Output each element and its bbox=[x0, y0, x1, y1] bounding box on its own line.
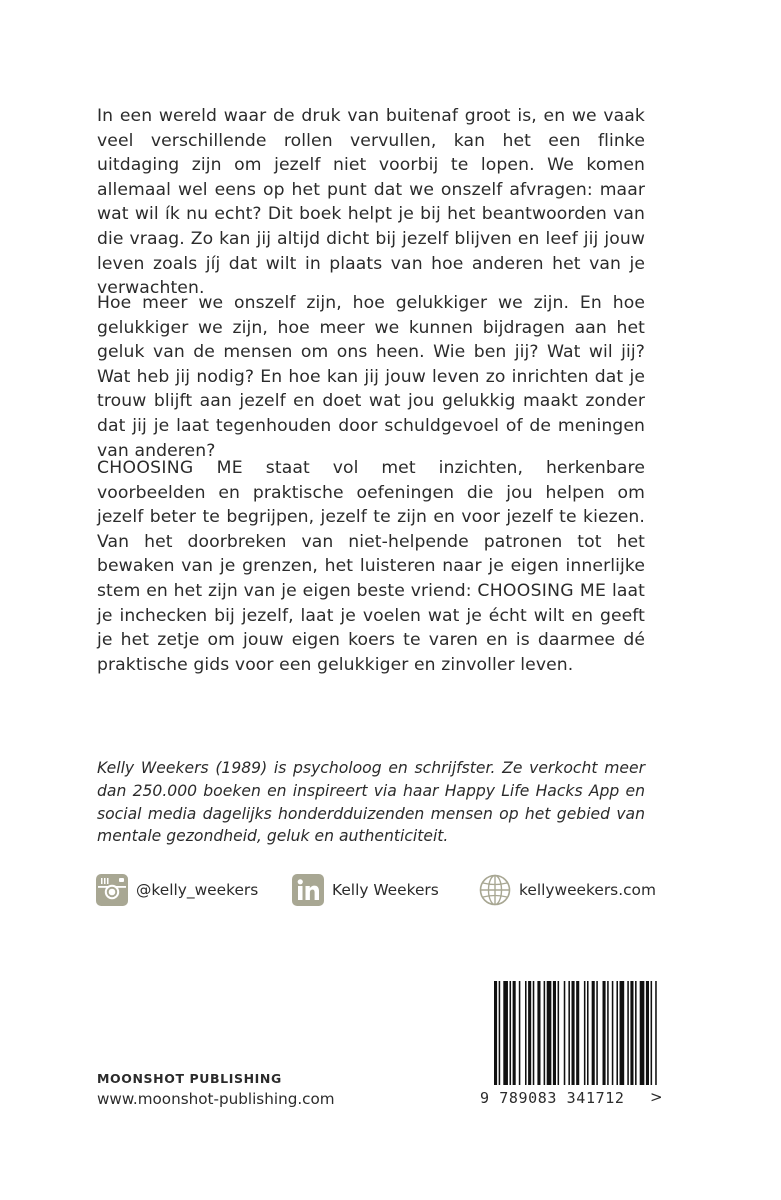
blurb-paragraph-3-text-b: laat je inchecken bij jezelf, laat je voelen wat je écht wilt en geeft je het zetje om jouw eigen koers te varen en is daarmee dé praktische gids voor een gelukkiger en zinvoller leven. bbox=[97, 580, 645, 675]
barcode-bar bbox=[607, 981, 609, 1085]
barcode-bar bbox=[510, 981, 512, 1085]
social-instagram[interactable] bbox=[96, 873, 258, 907]
author-bio: Kelly Weekers (1989) is psycholoog en schrijfster. Ze verkocht meer dan 250.000 boeken en inspireert via haar Happy Life Hacks App en social media dagelijks honderdduizenden mensen op het gebied van mentale gezondheid, geluk en authenticiteit. bbox=[97, 759, 645, 846]
globe-icon bbox=[479, 874, 511, 906]
barcode-bar bbox=[630, 981, 633, 1085]
barcode-bar bbox=[640, 981, 645, 1085]
barcode-bar bbox=[655, 981, 657, 1085]
social-linkedin[interactable] bbox=[292, 873, 439, 907]
barcode-bar bbox=[616, 981, 618, 1085]
barcode-bar bbox=[620, 981, 625, 1085]
instagram-icon bbox=[96, 874, 128, 906]
barcode-bar bbox=[499, 981, 501, 1085]
website-url: kellyweekers.com bbox=[519, 881, 656, 899]
barcode-bar bbox=[635, 981, 637, 1085]
barcode-arrow: > bbox=[650, 1088, 663, 1106]
barcode-bar bbox=[568, 981, 570, 1085]
barcode-bar bbox=[519, 981, 521, 1085]
barcode-bar bbox=[503, 981, 508, 1085]
barcode-bar bbox=[513, 981, 516, 1085]
barcode-bar bbox=[592, 981, 595, 1085]
isbn-digits: 9 789083 341712 bbox=[480, 1089, 650, 1107]
publisher-url[interactable]: www.moonshot-publishing.com bbox=[97, 1090, 335, 1108]
barcode-bar bbox=[528, 981, 531, 1085]
blurb-paragraph-2: Hoe meer we onszelf zijn, hoe gelukkiger we zijn. En hoe gelukkiger we zijn, hoe meer we kunnen bijdragen aan het geluk van de mensen om ons heen. Wie ben jij? Wat wil jij? Wat heb jij nodig? En hoe kan jij jouw leven zo inrichten dat je trouw blijft aan jezelf en doet wat jou gelukkig maakt zonder dat jij je laat tegenhouden door schuldgevoel of de meningen van anderen? bbox=[97, 293, 645, 461]
barcode-bar bbox=[544, 981, 546, 1085]
barcode-bar bbox=[564, 981, 566, 1085]
barcode-bar bbox=[651, 981, 653, 1085]
linkedin-name: Kelly Weekers bbox=[332, 881, 439, 899]
linkedin-icon bbox=[292, 874, 324, 906]
publisher-name: MOONSHOT PUBLISHING bbox=[97, 1071, 282, 1086]
blurb-paragraph-3-text-a: staat vol met inzichten, herkenbare voorbeelden en praktische oefeningen die jou helpen om jezelf beter te begrijpen, jezelf te zijn en voor jezelf te kiezen. Van het doorbreken van niet-helpende patronen tot het bewaken van je grenzen, het luisteren naar je eigen innerlijke stem en het zijn van je eigen beste vriend: bbox=[97, 458, 645, 601]
barcode-bar bbox=[576, 981, 579, 1085]
barcode-bar bbox=[612, 981, 614, 1085]
barcode-bar bbox=[603, 981, 606, 1085]
barcode-bar bbox=[587, 981, 589, 1085]
barcode-bar bbox=[646, 981, 649, 1085]
blurb-paragraph-3 bbox=[97, 456, 645, 677]
barcode-bar bbox=[553, 981, 556, 1085]
barcode-bar bbox=[627, 981, 629, 1085]
book-title-mention-2: CHOOSING ME bbox=[477, 580, 607, 601]
barcode-bar bbox=[572, 981, 575, 1085]
barcode-bar bbox=[537, 981, 540, 1085]
barcode-bar bbox=[558, 981, 560, 1085]
barcode-bar bbox=[547, 981, 552, 1085]
barcode-bar bbox=[584, 981, 586, 1085]
instagram-handle: @kelly_weekers bbox=[136, 881, 259, 899]
blurb-paragraph-1: In een wereld waar de druk van buitenaf groot is, en we vaak veel verschillende rollen vervullen, kan het een flinke uitdaging zijn om jezelf niet voorbij te lopen. We komen allemaal wel eens op het punt dat we onszelf afvragen: maar wat wil ík nu echt? Dit boek helpt je bij het beantwoorden van die vraag. Zo kan jij altijd dicht bij jezelf blijven en leef jij jouw leven zoals jíj dat wilt in plaats van hoe anderen het van je verwachten. bbox=[97, 106, 645, 299]
book-title-mention: CHOOSING ME bbox=[97, 458, 243, 478]
social-website[interactable] bbox=[479, 873, 656, 907]
barcode-bar bbox=[533, 981, 535, 1085]
barcode-bar bbox=[494, 981, 497, 1085]
barcode-bar bbox=[525, 981, 527, 1085]
barcode-bar bbox=[596, 981, 598, 1085]
